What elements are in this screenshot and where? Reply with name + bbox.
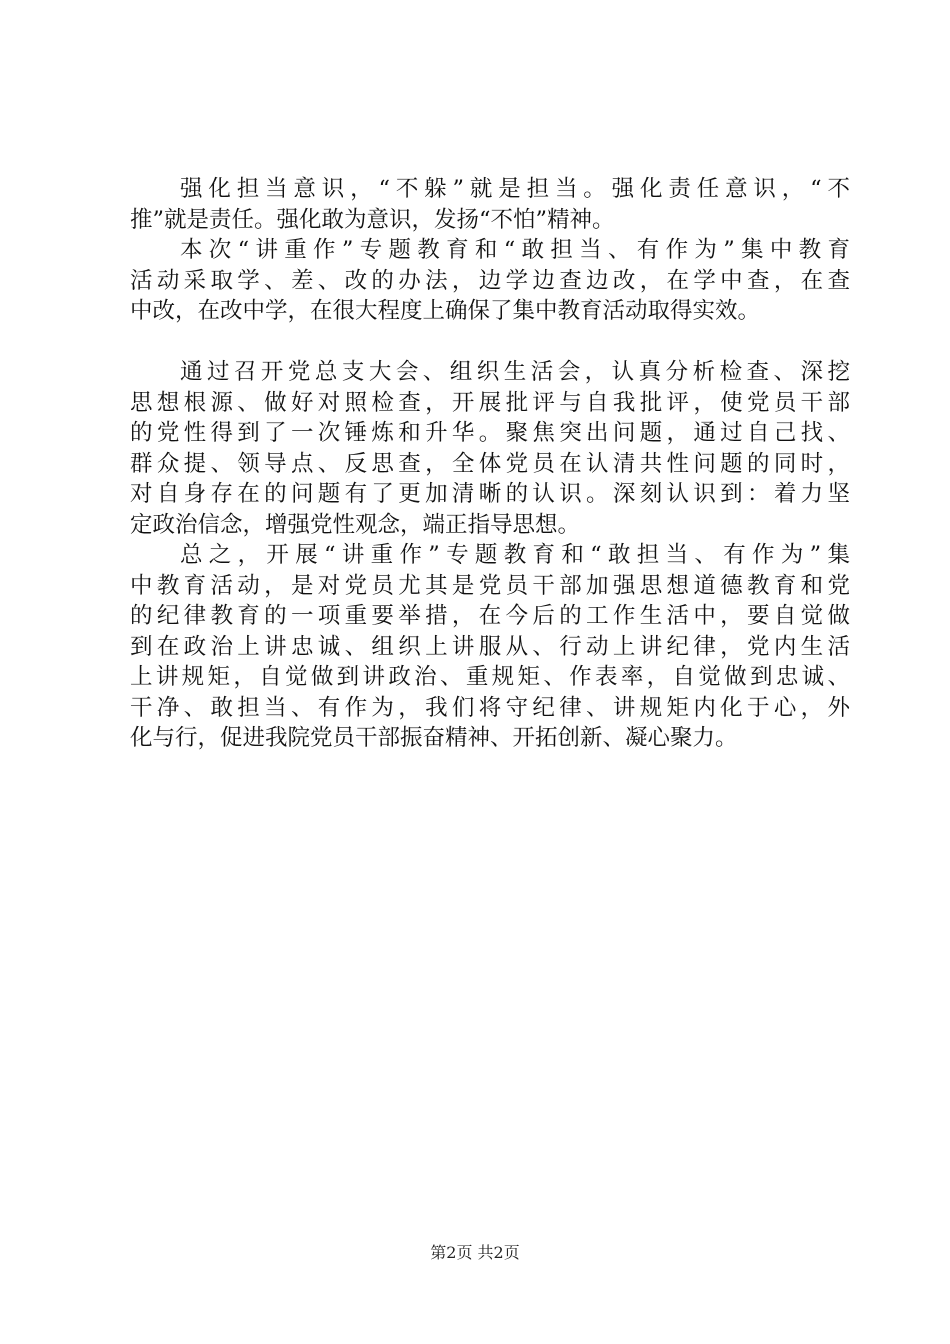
paragraph-line: 通过召开党总支大会、组织生活会，认真分析检查、深挖	[180, 359, 850, 385]
paragraph-line: 强化担当意识，“不躲”就是担当。强化责任意识，“不	[180, 176, 850, 202]
paragraph-line: 本次“讲重作”专题教育和“敢担当、有作为”集中教育	[180, 237, 850, 263]
paragraph-line: 干净、敢担当、有作为，我们将守纪律、讲规矩内化于心，外	[130, 694, 850, 721]
paragraph-line: 到在政治上讲忠诚、组织上讲服从、行动上讲纪律，党内生活	[130, 633, 850, 660]
paragraph-line: 化与行，促进我院党员干部振奋精神、开拓创新、凝心聚力。	[130, 725, 738, 751]
paragraph-line: 对自身存在的问题有了更加清晰的认识。深刻认识到：着力坚	[130, 481, 850, 507]
page-number-footer: 第2页 共2页	[430, 1243, 520, 1262]
paragraph-line: 群众提、领导点、反思查，全体党员在认清共性问题的同时，	[130, 450, 850, 477]
paragraph-line: 活动采取学、差、改的办法，边学边查边改，在学中查，在查	[130, 267, 850, 294]
paragraph-line: 上讲规矩，自觉做到讲政治、重规矩、作表率，自觉做到忠诚、	[130, 664, 850, 690]
paragraph-line: 思想根源、做好对照检查，开展批评与自我批评，使党员干部	[130, 389, 850, 416]
paragraph-line: 推”就是责任。强化敢为意识，发扬“不怕”精神。	[130, 206, 615, 233]
paragraph-line: 中教育活动，是对党员尤其是党员干部加强思想道德教育和党	[130, 572, 850, 599]
paragraph-line: 定政治信念，增强党性观念，端正指导思想。	[130, 511, 581, 538]
paragraph-line: 中改，在改中学，在很大程度上确保了集中教育活动取得实效。	[130, 298, 761, 324]
paragraph-3	[130, 357, 850, 540]
paragraph-gap	[130, 327, 850, 358]
document-body	[130, 174, 850, 754]
paragraph-line: 的纪律教育的一项重要举措，在今后的工作生活中，要自觉做	[130, 603, 850, 629]
paragraph-line: 总之，开展“讲重作”专题教育和“敢担当、有作为”集	[180, 542, 850, 568]
paragraph-line: 的党性得到了一次锤炼和升华。聚焦突出问题，通过自己找、	[130, 420, 850, 446]
paragraph-1	[130, 174, 850, 235]
paragraph-4	[130, 540, 850, 754]
paragraph-2	[130, 235, 850, 327]
